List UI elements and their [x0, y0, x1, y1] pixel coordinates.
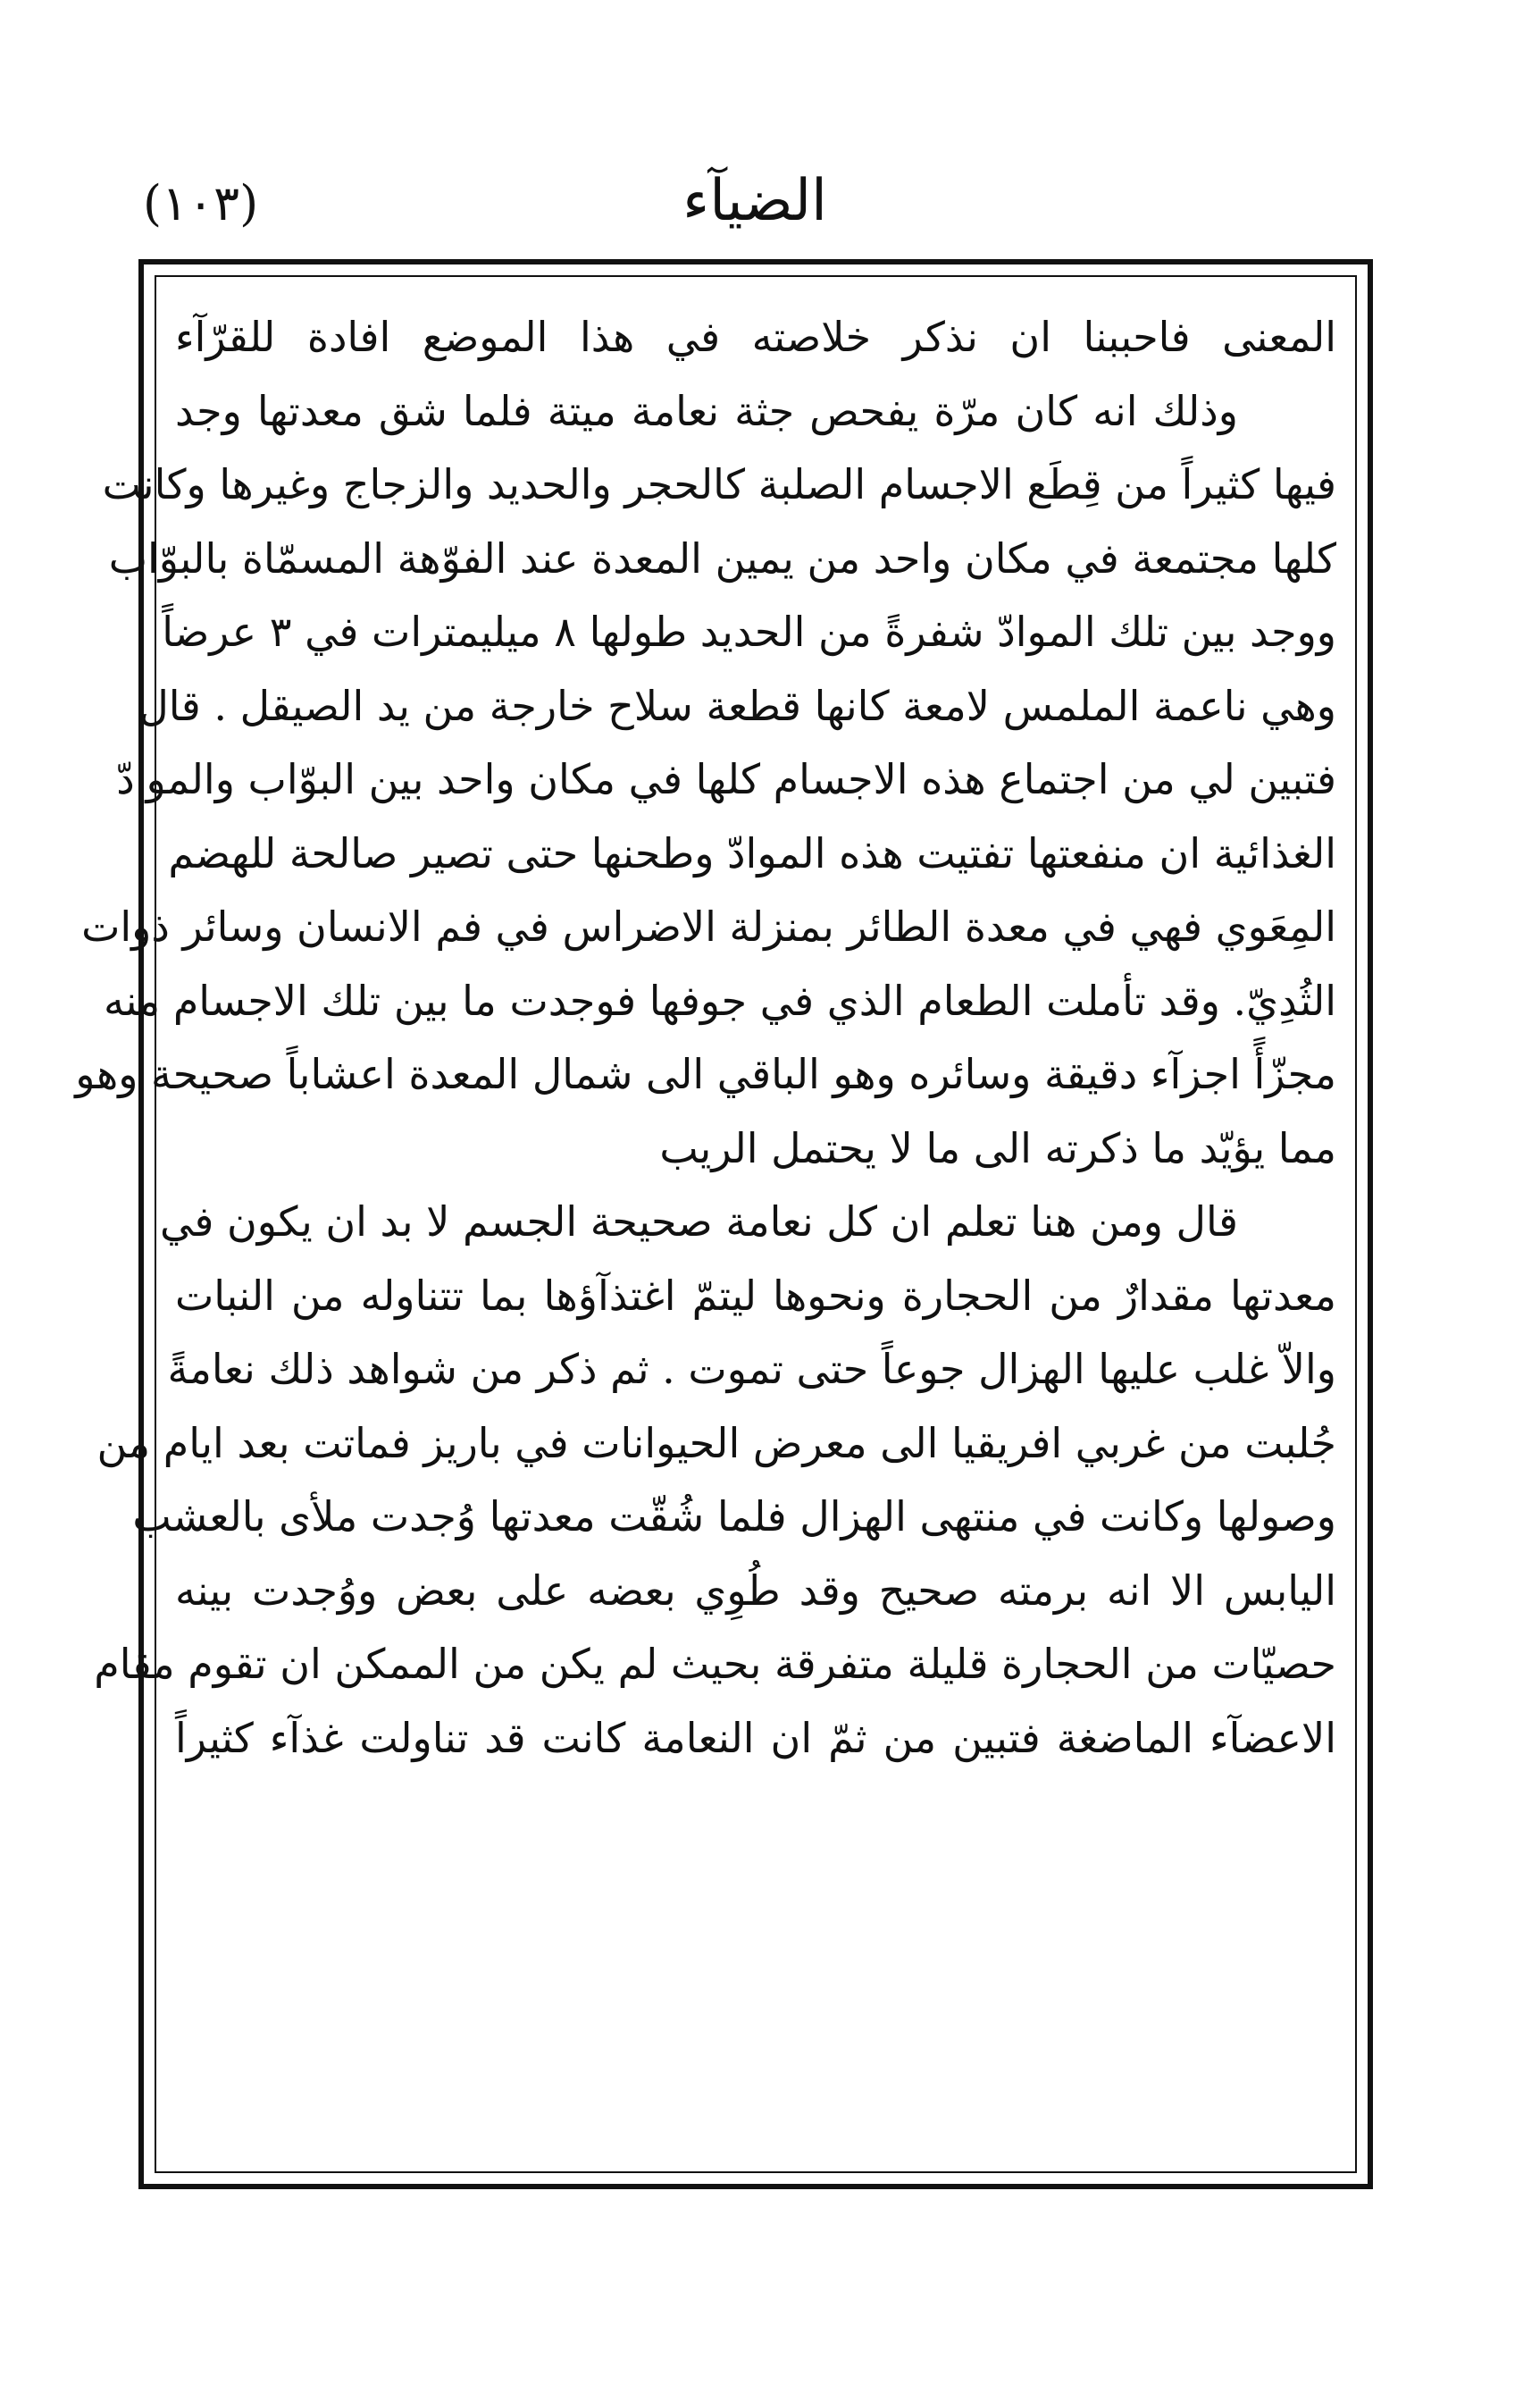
text-line: جُلبت من غربي افريقيا الى معرض الحيوانات في باريز فماتت بعد ايام من — [96, 1418, 1336, 1467]
text-line: الاعضآء الماضغة فتبين من ثمّ ان النعامة كانت قد تناولت غذآء كثيراً — [175, 1713, 1336, 1762]
text-line: الغذائية ان منفعتها تفتيت هذه الموادّ وطحنها حتى تصير صالحة للهضم — [168, 828, 1336, 877]
text-line: حصيّات من الحجارة قليلة متفرقة بحيث لم يكن من الممكن ان تقوم مقام — [94, 1640, 1336, 1688]
text-line: فتبين لي من اجتماع هذه الاجسام كلها في مكان واحد بين البوّاب والموادّ — [116, 755, 1336, 803]
page-number: (١٠٣) — [143, 175, 259, 231]
text-line: مجزّأً اجزآء دقيقة وسائره وهو الباقي الى شمال المعدة اعشاباً صحيحة وهو — [75, 1050, 1336, 1098]
text-line: الثُدِيّ. وقد تأملت الطعام الذي في جوفها فوجدت ما بين تلك الاجسام منه — [104, 976, 1336, 1025]
text-line: وصولها وكانت في منتهى الهزال فلما شُقّت معدتها وُجدت ملأى بالعشب — [132, 1492, 1336, 1540]
text-line: كلها مجتمعة في مكان واحد من يمين المعدة عند الفوّهة المسمّاة بالبوّاب — [108, 533, 1336, 583]
text-line: المعنى فاحببنا ان نذكر خلاصته في هذا الموضع افادة للقرّآء — [175, 313, 1336, 361]
text-line: اليابس الا انه برمته صحيح وقد طُوِي بعضه على بعض ووُجدت بينه — [175, 1566, 1336, 1615]
text-frame — [75, 259, 1373, 2189]
text-line: والاّ غلب عليها الهزال جوعاً حتى تموت . ثم ذكر من شواهد ذلك نعامةً — [167, 1345, 1336, 1393]
text-line: قال ومن هنا تعلم ان كل نعامة صحيحة الجسم لا بد ان يكون في — [160, 1197, 1238, 1246]
body-text — [75, 300, 1336, 2130]
text-line: المِعَوي فهي في معدة الطائر بمنزلة الاضراس في فم الانسان وسائر ذوات — [81, 902, 1336, 951]
text-line: معدتها مقدارٌ من الحجارة ونحوها ليتمّ اغتذآؤها بما تتناوله من النبات — [175, 1271, 1336, 1320]
text-line: وذلك انه كان مرّة يفحص جثة نعامة ميتة فلما شق معدتها وجد — [175, 386, 1238, 435]
page-header — [143, 152, 1367, 250]
running-title: الضيآء — [682, 168, 827, 234]
text-line: ووجد بين تلك الموادّ شفرةً من الحديد طولها ٨ ميليمترات في ٣ عرضاً — [162, 608, 1336, 656]
text-line: وهي ناعمة الملمس لامعة كانها قطعة سلاح خارجة من يد الصيقل . قال — [138, 681, 1336, 730]
text-line: مما يؤيّد ما ذكرته الى ما لا يحتمل الريب — [659, 1123, 1336, 1172]
text-line: فيها كثيراً من قِطَع الاجسام الصلبة كالحجر والحديد والزجاج وغيرها وكانت — [102, 460, 1336, 508]
